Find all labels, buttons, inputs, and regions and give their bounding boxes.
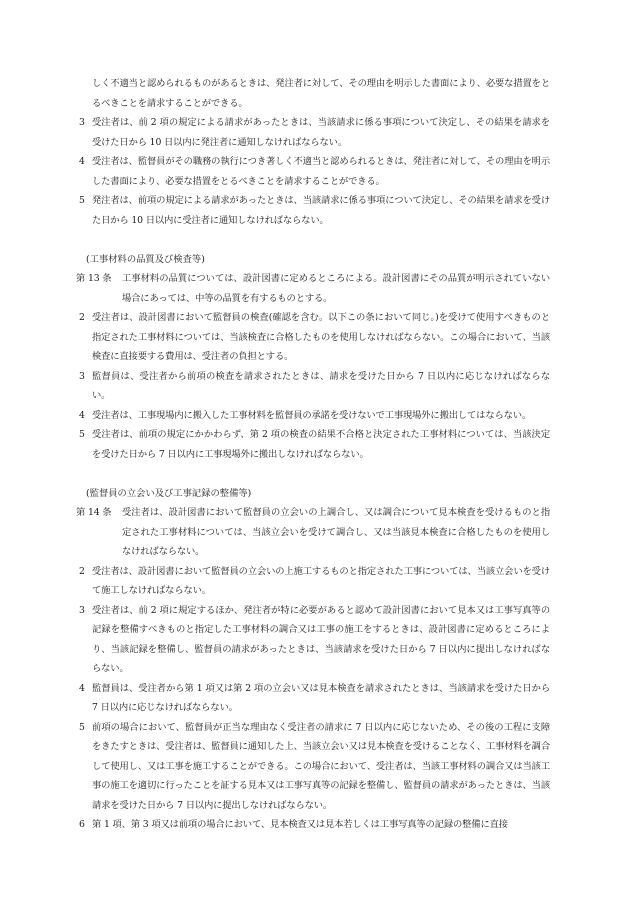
paragraph-number: 2 [79,312,85,323]
paragraph-text: 監督員は、受注者から前項の検査を請求されたときは、請求を受けた日から 7 日以内に応じなければならない。 [92,370,550,401]
paragraph-number: 3 [79,370,85,382]
paragraph-text: 受注者は、監督員がその職務の執行につき著しく不適当と認められるときは、発注者に対して、その理由を明示した書面により、必要な措置をとるべきことを請求することができる。 [92,156,550,187]
paragraph-number: 5 [79,721,85,733]
paragraph-text: 受注者は、設計図書において監督員の立会いの上施工するものと指定された工事については、当該立会いを受けて施工しなければならない。 [92,565,550,596]
paragraph-number: 5 [79,195,85,206]
article-13-paragraph-3 [76,367,550,406]
paragraph-text: 発注者は、前項の規定による請求があったときは、当該請求に係る事項について決定し、その結果を請求を受けた日から 10 日以内に受注者に通知しなければならない。 [92,195,550,226]
article-12-paragraph-2-continuation: しく不適当と認められるものがあるときは、発注者に対して、その理由を明示した書面により、必要な措置をとるべきことを請求することができる。 [92,78,550,109]
article-13-paragraph-4 [76,406,550,426]
paragraph-text: 受注者は、前項の規定にかかわらず、第 2 項の検査の結果不合格と決定された工事材料については、当該決定を受けた日から 7 日以内に工事現場外に搬出しなければならない。 [92,429,550,460]
article-13-paragraph-5 [76,425,550,464]
article-12-paragraph-5 [76,191,550,230]
spacer [76,230,550,250]
paragraph-text: 受注者は、設計図書において監督員の立会いの上調合し、又は調合について見本検査を受けるものと指定された工事材料については、当該立会いを受けて調合し、又は当該見本検査に合格したものを使用しなければならない。 [122,507,550,557]
paragraph-number: 4 [79,156,85,167]
article-14-heading: (監督員の立会い及び工事記録の整備等) [86,487,252,499]
paragraph-number: 4 [79,409,85,421]
article-14-paragraph-3 [76,601,550,679]
article-12-paragraph-4 [76,152,550,191]
article-14-paragraph-1 [76,503,550,562]
article-12-paragraph-3 [76,113,550,152]
article-13-heading: (工事材料の品質及び検査等) [86,253,205,265]
article-number: 第 14 条 [76,507,112,518]
document-body [76,74,550,835]
article-number: 第 13 条 [76,273,112,284]
article-14-paragraph-4 [76,679,550,718]
article-13-paragraph-1 [76,269,550,308]
paragraph-number: 3 [79,604,85,616]
article-13-paragraph-2 [76,308,550,367]
article-14-paragraph-6 [76,815,550,835]
paragraph-number: 3 [79,117,85,128]
paragraph-text: 監督員は、受注者から第 1 項又は第 2 項の立会い又は見本検査を請求されたときは、当該請求を受けた日から 7 日以内に応じなければならない。 [92,682,550,713]
paragraph-text: 受注者は、設計図書において監督員の検査(確認を含む。以下この条において同じ。)を受けて使用すべきものと指定された工事材料については、当該検査に合格したものを使用しなければならない。この場合において、当該検査に直接要する費用は、受注者の負担とする。 [92,312,550,362]
paragraph-number: 6 [79,819,85,830]
paragraph-number: 4 [79,682,85,694]
paragraph-number: 2 [79,565,85,577]
paragraph-text: 受注者は、前 2 項に規定するほか、発注者が特に必要があると認めて設計図書において見本又は工事写真等の記録を整備すべきものと指定した工事材料の調合又は工事の施工をするときは、設計図書に定めるところにより、当該記録を整備し、監督員の請求があったときは、当該請求を受けた日から 7 日以内に提出しなければならない。 [92,604,550,674]
paragraph-text: 第 1 項、第 3 項又は前項の場合において、見本検査又は見本若しくは工事写真等の記録の整備に直接 [92,819,508,830]
paragraph-text: 受注者は、前 2 項の規定による請求があったときは、当該請求に係る事項について決定し、その結果を請求を受けた日から 10 日以内に発注者に通知しなければならない。 [92,117,550,148]
paragraph-text: 工事材料の品質については、設計図書に定めるところによる。設計図書にその品質が明示されていない場合にあっては、中等の品質を有するものとする。 [122,273,550,304]
article-14-paragraph-2 [76,562,550,601]
paragraph-number: 5 [79,429,85,440]
paragraph-text: 前項の場合において、監督員が正当な理由なく受注者の請求に 7 日以内に応じないため、その後の工程に支障をきたすときは、受注者は、監督員に通知した上、当該立会い又は見本検査を受けることなく、工事材料を調合して使用し、又は工事を施工することができる。この場合において、受注者は、当該工事材料の調合又は当該工事の施工を適切に行ったことを証する見本又は工事写真等の記録を整備し、監督員の請求があったときは、当該請求を受けた日から 7 日以内に提出しなければならない。 [92,721,550,811]
spacer [76,464,550,484]
paragraph-text: 受注者は、工事現場内に搬入した工事材料を監督員の承諾を受けないで工事現場外に搬出してはならない。 [92,409,532,421]
article-14-paragraph-5 [76,718,550,816]
